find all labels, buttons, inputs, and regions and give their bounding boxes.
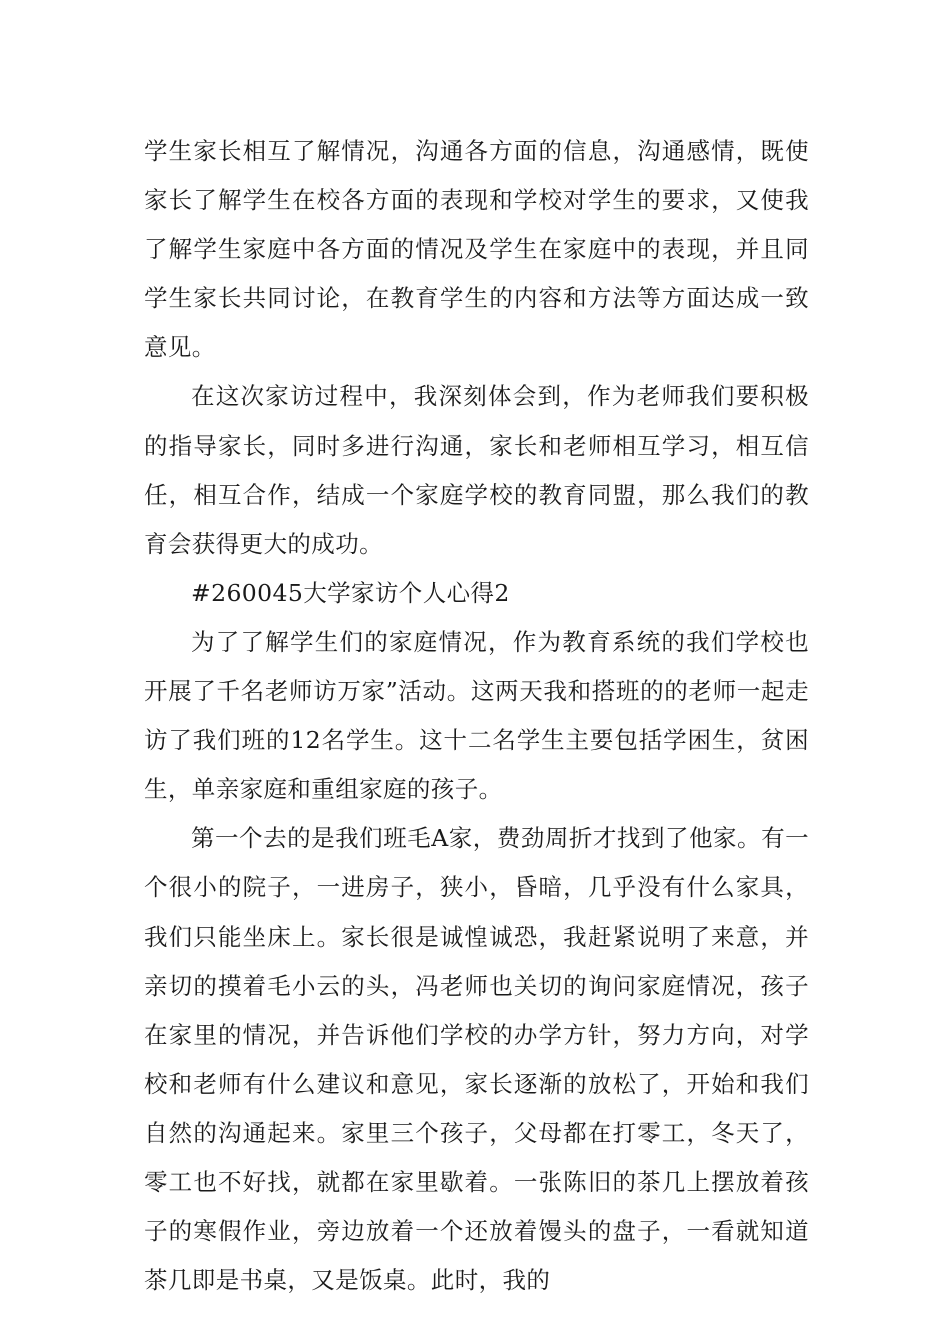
paragraph-3: 为了了解学生们的家庭情况，作为教育系统的我们学校也开展了千名老师访万家”活动。这两天我和搭班的的老师一起走访了我们班的12名学生。这十二名学生主要包括学困生，贫困生，单亲家庭和重组家庭的孩子。 <box>144 627 809 804</box>
document-body <box>144 127 809 1305</box>
paragraph-4: 第一个去的是我们班毛A家，费劲周折才找到了他家。有一个很小的院子，一进房子，狭小，昏暗，几乎没有什么家具，我们只能坐床上。家长很是诚惶诚恐，我赶紧说明了来意，并亲切的摸着毛小云的头，冯老师也关切的询问家庭情况，孩子在家里的情况，并告诉他们学校的办学方针，努力方向，对学校和老师有什么建议和意见，家长逐渐的放松了，开始和我们自然的沟通起来。家里三个孩子，父母都在打零工，冬天了，零工也不好找，就都在家里歇着。一张陈旧的茶几上摆放着孩子的寒假作业，旁边放着一个还放着馒头的盘子，一看就知道茶几即是书桌，又是饭桌。此时，我的 <box>144 824 809 1295</box>
section-heading: #260045大学家访个人心得2 <box>191 578 510 607</box>
paragraph-1: 学生家长相互了解情况，沟通各方面的信息，沟通感情，既使家长了解学生在校各方面的表现和学校对学生的要求，又使我了解学生家庭中各方面的情况及学生在家庭中的表现，并且同学生家长共同讨论，在教育学生的内容和方法等方面达成一致意见。 <box>144 137 809 362</box>
paragraph-2: 在这次家访过程中，我深刻体会到，作为老师我们要积极的指导家长，同时多进行沟通，家长和老师相互学习，相互信任，相互合作，结成一个家庭学校的教育同盟，那么我们的教育会获得更大的成功。 <box>144 382 809 558</box>
